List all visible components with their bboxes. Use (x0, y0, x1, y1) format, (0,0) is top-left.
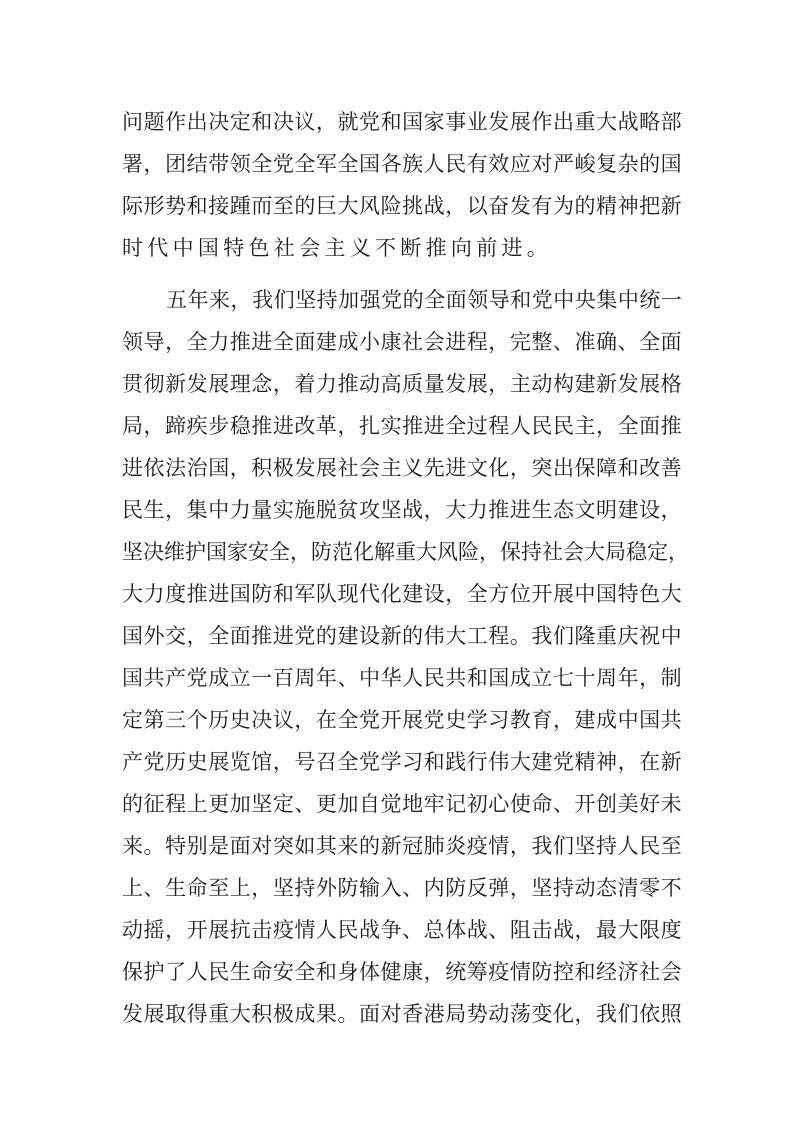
text-line: 保 护 了 人 民 生 命 安 全 和 身 体 健 康 ， 统 筹 疫 情 防 控 和 经 济 社 会 (122, 960, 682, 984)
text-line: 上 、 生 命 至 上 ， 坚 持 外 防 输 入 、 内 防 反 弹 ， 坚 持 动 态 清 零 不 (122, 876, 682, 900)
text-line: 进 依 法 治 国 ， 积 极 发 展 社 会 主 义 先 进 文 化 ， 突 出 保 障 和 改 善 (122, 456, 682, 480)
text-line: 署 ， 团 结 带 领 全 党 全 军 全 国 各 族 人 民 有 效 应 对 严 峻 复 杂 的 国 (122, 152, 682, 176)
text-line: 贯 彻 新 发 展 理 念 ， 着 力 推 动 高 质 量 发 展 ， 主 动 构 建 新 发 展 格 (122, 372, 682, 396)
paragraph-1 (122, 101, 682, 269)
text-line: 时代中国特色社会主义不断推向前进。 (122, 236, 553, 260)
text-line: 国 外 交 ， 全 面 推 进 党 的 建 设 新 的 伟 大 工 程 。 我 们 隆 重 庆 祝 中 (122, 624, 682, 648)
text-line: 来 。 特 别 是 面 对 突 如 其 来 的 新 冠 肺 炎 疫 情 ， 我 们 坚 持 人 民 至 (122, 834, 682, 858)
text-line: 问 题 作 出 决 定 和 决 议 ， 就 党 和 国 家 事 业 发 展 作 出 重 大 战 略 部 (122, 110, 682, 134)
text-line: 局 ， 蹄 疾 步 稳 推 进 改 革 ， 扎 实 推 进 全 过 程 人 民 民 主 ， 全 面 推 (122, 414, 682, 438)
text-line: 的 征 程 上 更 加 坚 定 、 更 加 自 觉 地 牢 记 初 心 使 命 、 开 创 美 好 未 (122, 792, 682, 816)
text-line: 民 生 ， 集 中 力 量 实 施 脱 贫 攻 坚 战 ， 大 力 推 进 生 态 文 明 建 设 ， (122, 498, 682, 522)
text-line: 国 共 产 党 成 立 一 百 周 年 、 中 华 人 民 共 和 国 成 立 七 十 周 年 ， 制 (122, 666, 682, 690)
text-line: 际 形 势 和 接 踵 而 至 的 巨 大 风 险 挑 战 ， 以 奋 发 有 为 的 精 神 把 新 (122, 194, 682, 218)
text-line: 发 展 取 得 重 大 积 极 成 果 。 面 对 香 港 局 势 动 荡 变 化 ， 我 们 依 照 (122, 1002, 682, 1026)
paragraph-2 (122, 279, 689, 1035)
text-line: 产 党 历 史 展 览 馆 ， 号 召 全 党 学 习 和 践 行 伟 大 建 党 精 神 ， 在 新 (122, 750, 682, 774)
text-line: 五 年 来 ， 我 们 坚 持 加 强 党 的 全 面 领 导 和 党 中 央 集 中 统 一 (166, 288, 682, 312)
text-line: 定 第 三 个 历 史 决 议 ， 在 全 党 开 展 党 史 学 习 教 育 ， 建 成 中 国 共 (122, 708, 682, 732)
text-line: 坚 决 维 护 国 家 安 全 ， 防 范 化 解 重 大 风 险 ， 保 持 社 会 大 局 稳 定 ， (122, 540, 689, 564)
text-line: 大 力 度 推 进 国 防 和 军 队 现 代 化 建 设 ， 全 方 位 开 展 中 国 特 色 大 (122, 582, 682, 606)
text-line: 领 导 ， 全 力 推 进 全 面 建 成 小 康 社 会 进 程 ， 完 整 、 准 确 、 全 面 (122, 330, 682, 354)
text-line: 动 摇 ， 开 展 抗 击 疫 情 人 民 战 争 、 总 体 战 、 阻 击 战 ， 最 大 限 度 (122, 918, 682, 942)
